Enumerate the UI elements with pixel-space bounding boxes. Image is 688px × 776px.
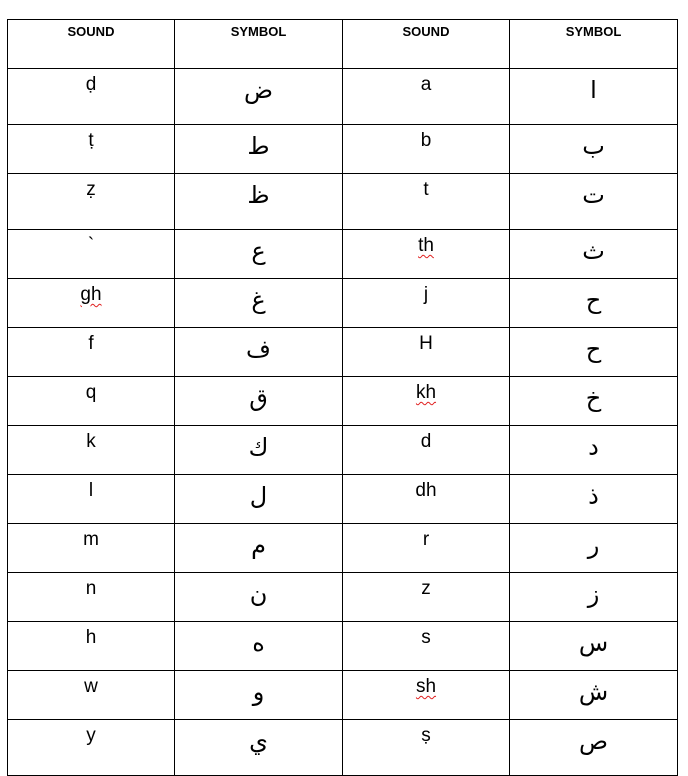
table-row bbox=[8, 426, 678, 475]
symbol-cell bbox=[175, 230, 343, 279]
sound-value: kh bbox=[415, 382, 437, 403]
symbol-cell bbox=[175, 622, 343, 671]
symbol-cell bbox=[510, 230, 678, 279]
symbol-cell bbox=[175, 475, 343, 524]
sound-cell bbox=[8, 279, 175, 328]
symbol-glyph: د bbox=[588, 433, 599, 461]
sound-cell bbox=[343, 524, 510, 573]
symbol-glyph: ع bbox=[251, 237, 266, 265]
symbol-cell bbox=[510, 125, 678, 174]
sound-cell bbox=[8, 475, 175, 524]
symbol-cell bbox=[510, 69, 678, 125]
sound-value: ` bbox=[87, 235, 95, 256]
sound-cell bbox=[343, 475, 510, 524]
symbol-cell bbox=[510, 573, 678, 622]
table-row bbox=[8, 475, 678, 524]
sound-cell bbox=[343, 174, 510, 230]
symbol-glyph: ا bbox=[590, 76, 597, 104]
symbol-cell bbox=[510, 426, 678, 475]
header-symbol-left: SYMBOL bbox=[175, 20, 343, 69]
sound-cell bbox=[8, 426, 175, 475]
table-row bbox=[8, 174, 678, 230]
sound-value: z bbox=[421, 578, 431, 599]
sound-cell bbox=[8, 524, 175, 573]
sound-value: s bbox=[421, 627, 431, 648]
table-row bbox=[8, 377, 678, 426]
sound-cell bbox=[8, 573, 175, 622]
symbol-cell bbox=[175, 377, 343, 426]
symbol-cell bbox=[175, 174, 343, 230]
symbol-cell bbox=[175, 279, 343, 328]
symbol-glyph: و bbox=[252, 678, 265, 706]
symbol-glyph: ذ bbox=[588, 482, 599, 510]
table-row bbox=[8, 230, 678, 279]
symbol-glyph: ي bbox=[249, 727, 268, 755]
sound-cell bbox=[343, 671, 510, 720]
symbol-cell bbox=[510, 279, 678, 328]
sound-value: ḍ bbox=[85, 74, 97, 95]
symbol-glyph: ث bbox=[582, 237, 605, 265]
symbol-glyph: ر bbox=[587, 531, 600, 559]
sound-cell bbox=[343, 720, 510, 776]
symbol-cell bbox=[175, 573, 343, 622]
symbol-cell bbox=[175, 426, 343, 475]
symbol-glyph: ز bbox=[587, 580, 600, 608]
sound-value: sh bbox=[415, 676, 437, 697]
symbol-glyph: ح bbox=[585, 286, 602, 314]
symbol-glyph: ش bbox=[578, 678, 609, 706]
symbol-cell bbox=[175, 69, 343, 125]
sound-cell bbox=[8, 671, 175, 720]
sound-value: k bbox=[86, 431, 96, 452]
table-row bbox=[8, 328, 678, 377]
sound-cell bbox=[8, 125, 175, 174]
sound-cell bbox=[343, 328, 510, 377]
header-sound-right: SOUND bbox=[343, 20, 510, 69]
symbol-glyph: ل bbox=[249, 482, 268, 510]
table-row bbox=[8, 573, 678, 622]
table-row bbox=[8, 524, 678, 573]
sound-cell bbox=[8, 328, 175, 377]
sound-cell bbox=[343, 622, 510, 671]
symbol-glyph: ص bbox=[578, 727, 608, 755]
header-row bbox=[8, 20, 678, 69]
symbol-cell bbox=[510, 174, 678, 230]
sound-value: H bbox=[419, 333, 433, 354]
symbol-glyph: م bbox=[251, 531, 266, 559]
sound-cell bbox=[343, 230, 510, 279]
symbol-cell bbox=[510, 475, 678, 524]
sound-cell bbox=[8, 69, 175, 125]
sound-value: d bbox=[420, 431, 432, 452]
sound-value: a bbox=[420, 74, 432, 95]
sound-value: n bbox=[85, 578, 97, 599]
sound-value: f bbox=[88, 333, 94, 354]
symbol-glyph: ك bbox=[248, 433, 269, 461]
sound-cell bbox=[343, 125, 510, 174]
alphabet-table bbox=[7, 19, 678, 776]
symbol-cell bbox=[510, 671, 678, 720]
symbol-cell bbox=[175, 125, 343, 174]
sound-value: j bbox=[423, 284, 429, 305]
sound-value: gh bbox=[80, 284, 102, 305]
table-row bbox=[8, 622, 678, 671]
symbol-glyph: ظ bbox=[247, 181, 270, 209]
sound-value: l bbox=[88, 480, 94, 501]
sound-value: r bbox=[422, 529, 430, 550]
sound-cell bbox=[8, 230, 175, 279]
symbol-cell bbox=[175, 524, 343, 573]
symbol-cell bbox=[175, 720, 343, 776]
symbol-cell bbox=[175, 671, 343, 720]
symbol-glyph: ق bbox=[249, 384, 268, 412]
sound-value: q bbox=[85, 382, 97, 403]
symbol-glyph: غ bbox=[251, 286, 266, 314]
sound-value: t bbox=[423, 179, 429, 200]
sound-cell bbox=[8, 377, 175, 426]
symbol-cell bbox=[510, 328, 678, 377]
table-row bbox=[8, 279, 678, 328]
sound-value: ṭ bbox=[88, 130, 94, 151]
symbol-cell bbox=[510, 720, 678, 776]
sound-cell bbox=[343, 426, 510, 475]
sound-value: b bbox=[420, 130, 432, 151]
header-symbol-right: SYMBOL bbox=[510, 20, 678, 69]
sound-cell bbox=[343, 69, 510, 125]
sound-cell bbox=[343, 279, 510, 328]
sound-cell bbox=[8, 174, 175, 230]
symbol-glyph: س bbox=[578, 629, 609, 657]
symbol-glyph: ب bbox=[582, 132, 605, 160]
symbol-glyph: خ bbox=[585, 384, 602, 412]
symbol-cell bbox=[510, 622, 678, 671]
symbol-glyph: ت bbox=[582, 181, 605, 209]
table-row bbox=[8, 125, 678, 174]
sound-value: ṣ bbox=[421, 725, 431, 746]
symbol-glyph: ط bbox=[247, 132, 270, 160]
sound-value: y bbox=[86, 725, 96, 746]
symbol-cell bbox=[175, 328, 343, 377]
sound-value: th bbox=[418, 235, 434, 256]
header-sound-left: SOUND bbox=[8, 20, 175, 69]
sound-cell bbox=[8, 622, 175, 671]
symbol-cell bbox=[510, 377, 678, 426]
sound-cell bbox=[343, 573, 510, 622]
table-row bbox=[8, 720, 678, 776]
symbol-cell bbox=[510, 524, 678, 573]
sound-value: ẓ bbox=[86, 179, 96, 200]
symbol-glyph: ض bbox=[243, 76, 273, 104]
symbol-glyph: ه bbox=[252, 629, 265, 657]
sound-value: m bbox=[83, 529, 99, 550]
table-row bbox=[8, 671, 678, 720]
symbol-glyph: ن bbox=[249, 580, 268, 608]
sound-value: dh bbox=[415, 480, 437, 501]
sound-cell bbox=[8, 720, 175, 776]
sound-value: w bbox=[84, 676, 98, 697]
sound-value: h bbox=[85, 627, 97, 648]
symbol-glyph: ح bbox=[585, 335, 602, 363]
table-row bbox=[8, 69, 678, 125]
sound-cell bbox=[343, 377, 510, 426]
symbol-glyph: ف bbox=[246, 335, 271, 363]
